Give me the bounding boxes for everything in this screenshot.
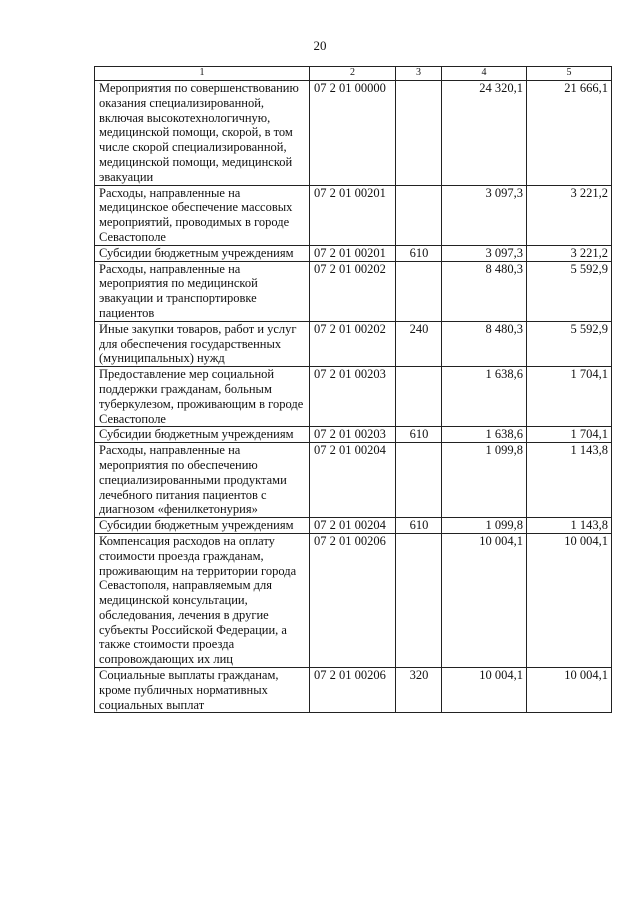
expense-type-code [396, 533, 442, 667]
budget-code: 07 2 01 00203 [310, 427, 396, 443]
budget-code: 07 2 01 00203 [310, 367, 396, 427]
budget-code: 07 2 01 00206 [310, 533, 396, 667]
expense-name: Расходы, направленные на медицинское обеспечение массовых мероприятий, проводимых в городе Севастополе [95, 185, 310, 245]
expense-type-code: 240 [396, 321, 442, 366]
amount-col5: 1 704,1 [527, 367, 612, 427]
page-number: 20 [313, 38, 327, 53]
expense-name: Мероприятия по совершенствованию оказания специализированной, включая высокотехнологичную, медицинской помощи, скорой, в том числе скорой специализированной, медицинской помощи, медицинской эвакуации [95, 81, 310, 186]
budget-code: 07 2 01 00202 [310, 261, 396, 321]
expense-name: Иные закупки товаров, работ и услуг для обеспечения государственных (муниципальных) нужд [95, 321, 310, 366]
amount-col4: 8 480,3 [442, 321, 527, 366]
amount-col4: 1 099,8 [442, 518, 527, 534]
budget-code: 07 2 01 00204 [310, 518, 396, 534]
budget-code: 07 2 01 00201 [310, 185, 396, 245]
budget-table [94, 66, 612, 713]
table-row [95, 427, 612, 443]
amount-col5: 5 592,9 [527, 261, 612, 321]
table-row [95, 367, 612, 427]
expense-type-code [396, 185, 442, 245]
expense-name: Компенсация расходов на оплату стоимости проезда гражданам, проживающим на территории города Севастополя, направляемым для медицинской консультации, обследования, лечения в другие субъекты Российской Федерации, а также стоимости проезда сопровождающих их лиц [95, 533, 310, 667]
expense-type-code: 610 [396, 245, 442, 261]
expense-name: Субсидии бюджетным учреждениям [95, 245, 310, 261]
column-number: 4 [442, 67, 527, 81]
amount-col4: 8 480,3 [442, 261, 527, 321]
amount-col4: 1 638,6 [442, 427, 527, 443]
amount-col5: 3 221,2 [527, 185, 612, 245]
column-number: 1 [95, 67, 310, 81]
table-row [95, 533, 612, 667]
amount-col5: 10 004,1 [527, 668, 612, 713]
expense-type-code [396, 367, 442, 427]
budget-code: 07 2 01 00206 [310, 668, 396, 713]
amount-col4: 24 320,1 [442, 81, 527, 186]
amount-col5: 21 666,1 [527, 81, 612, 186]
expense-name: Субсидии бюджетным учреждениям [95, 427, 310, 443]
budget-code: 07 2 01 00202 [310, 321, 396, 366]
expense-type-code: 610 [396, 518, 442, 534]
amount-col4: 3 097,3 [442, 185, 527, 245]
expense-type-code: 610 [396, 427, 442, 443]
amount-col4: 1 099,8 [442, 443, 527, 518]
amount-col5: 1 143,8 [527, 443, 612, 518]
amount-col5: 3 221,2 [527, 245, 612, 261]
expense-type-code [396, 443, 442, 518]
table-row [95, 261, 612, 321]
expense-name: Расходы, направленные на мероприятия по медицинской эвакуации и транспортировке пациентов [95, 261, 310, 321]
table-row [95, 321, 612, 366]
expense-type-code [396, 81, 442, 186]
table-row [95, 518, 612, 534]
expense-name: Предоставление мер социальной поддержки гражданам, больным туберкулезом, проживающим в городе Севастополе [95, 367, 310, 427]
table-row [95, 245, 612, 261]
amount-col5: 10 004,1 [527, 533, 612, 667]
table-row [95, 81, 612, 186]
expense-name: Расходы, направленные на мероприятия по обеспечению специализированными продуктами лечебного питания пациентов с диагнозом «фенилкетонурия» [95, 443, 310, 518]
column-number: 5 [527, 67, 612, 81]
amount-col4: 10 004,1 [442, 533, 527, 667]
budget-code: 07 2 01 00204 [310, 443, 396, 518]
budget-code: 07 2 01 00000 [310, 81, 396, 186]
expense-name: Субсидии бюджетным учреждениям [95, 518, 310, 534]
amount-col4: 1 638,6 [442, 367, 527, 427]
expense-type-code [396, 261, 442, 321]
table-row [95, 668, 612, 713]
amount-col5: 1 143,8 [527, 518, 612, 534]
budget-code: 07 2 01 00201 [310, 245, 396, 261]
amount-col4: 3 097,3 [442, 245, 527, 261]
column-number: 3 [396, 67, 442, 81]
amount-col5: 5 592,9 [527, 321, 612, 366]
table-row [95, 185, 612, 245]
expense-type-code: 320 [396, 668, 442, 713]
amount-col4: 10 004,1 [442, 668, 527, 713]
expense-name: Социальные выплаты гражданам, кроме публичных нормативных социальных выплат [95, 668, 310, 713]
amount-col5: 1 704,1 [527, 427, 612, 443]
column-number: 2 [310, 67, 396, 81]
column-number-row [95, 67, 612, 81]
table-row [95, 443, 612, 518]
